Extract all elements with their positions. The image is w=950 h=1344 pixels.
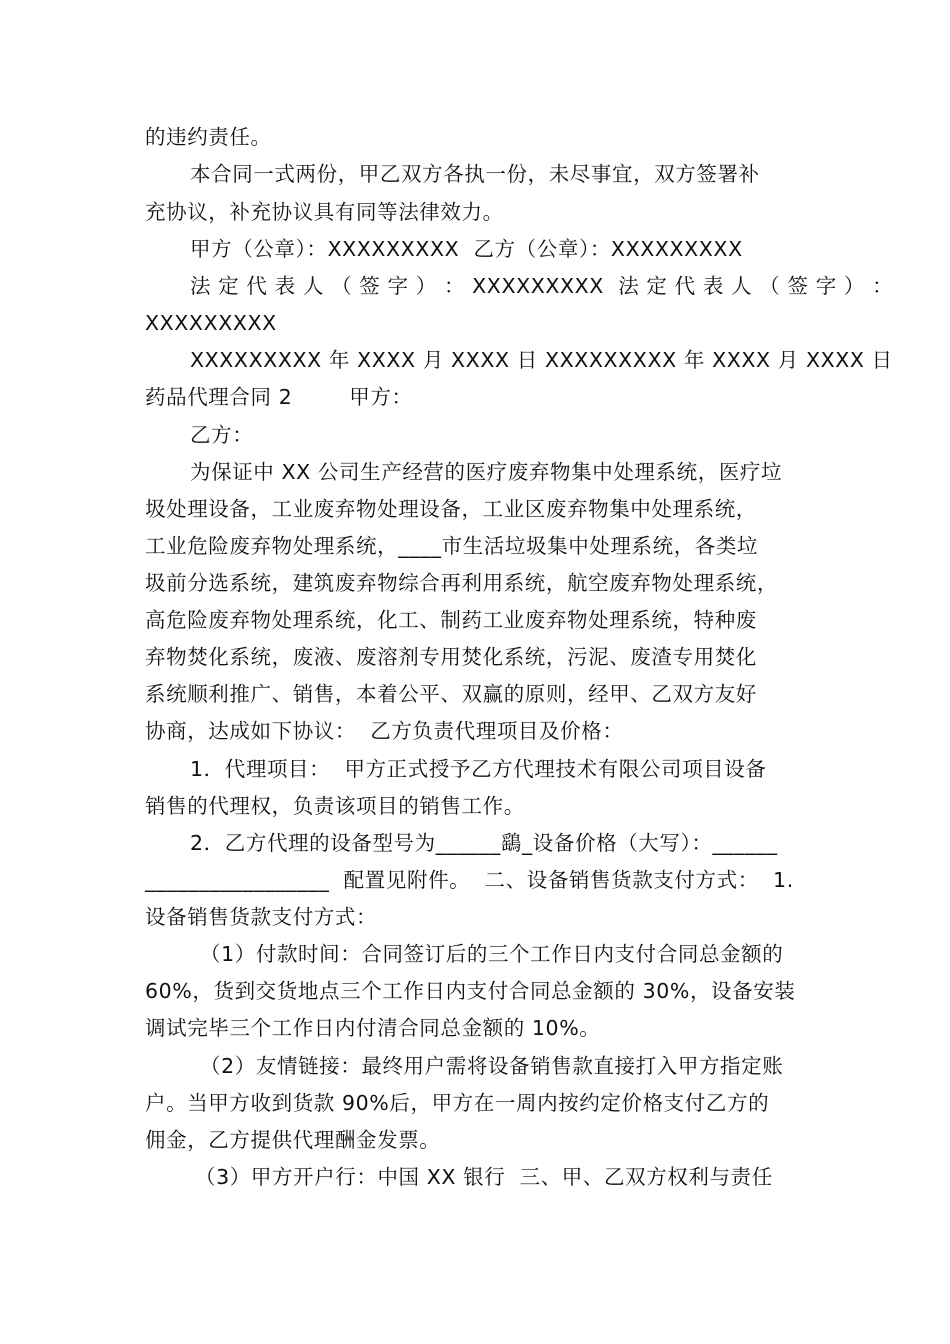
- text-line: 充协议，补充协议具有同等法律效力。: [145, 200, 504, 224]
- text-line: 设备销售货款支付方式：: [145, 905, 378, 929]
- text-line: 户。当甲方收到货款 90%后，甲方在一周内按约定价格支付乙方的: [145, 1091, 770, 1115]
- text-line: 圾前分选系统，建筑废弃物综合再利用系统，航空废弃物处理系统，: [145, 571, 778, 595]
- signature-line: XXXXXXXXX: [145, 311, 277, 335]
- text-line: 1．代理项目： 甲方正式授予乙方代理技术有限公司项目设备: [190, 757, 767, 781]
- text-line: （2）友情链接：最终用户需将设备销售款直接打入甲方指定账: [200, 1054, 784, 1078]
- text-line: 的违约责任。: [145, 125, 272, 149]
- text-line: 系统顺利推广、销售，本着公平、双赢的原则，经甲、乙双方友好: [145, 682, 757, 706]
- text-line: _________________ 配置见附件。 二、设备销售货款支付方式： 1.: [145, 868, 794, 892]
- text-line: 协商，达成如下协议： 乙方负责代理项目及价格：: [145, 719, 624, 743]
- date-line: XXXXXXXXX 年 XXXX 月 XXXX 日 XXXXXXXXX 年 XXXX 月 XXXX 日: [190, 348, 893, 372]
- text-line: 60%，货到交货地点三个工作日内支付合同总金额的 30%，设备安装: [145, 979, 796, 1003]
- text-line: 调试完毕三个工作日内付清合同总金额的 10%。: [145, 1016, 601, 1040]
- signature-line: 法 定 代 表 人 （ 签 字 ） ： XXXXXXXXX 法 定 代 表 人 （ 签 字 ） ：: [190, 274, 894, 298]
- text-line: 弃物焚化系统，废液、废溶剂专用焚化系统，污泥、废渣专用焚化: [145, 645, 757, 669]
- text-line: 销售的代理权，负责该项目的销售工作。: [145, 794, 525, 818]
- text-line: （1）付款时间：合同签订后的三个工作日内支付合同总金额的: [200, 942, 784, 966]
- text-line: （3）甲方开户行：中国 XX 银行 三、甲、乙双方权利与责任: [195, 1165, 773, 1189]
- text-line: 高危险废弃物处理系统，化工、制药工业废弃物处理系统，特种废: [145, 608, 757, 632]
- text-line: 圾处理设备，工业废弃物处理设备，工业区废弃物集中处理系统，: [145, 497, 757, 521]
- text-line: 佣金，乙方提供代理酬金发票。: [145, 1128, 441, 1152]
- text-line: 乙方：: [190, 423, 254, 447]
- text-line: 2．乙方代理的设备型号为______鷂_设备价格（大写）：______: [190, 831, 778, 855]
- text-line: 本合同一式两份，甲乙双方各执一份，未尽事宜，双方签署补: [190, 162, 760, 186]
- text-line: 为保证中 XX 公司生产经营的医疗废弃物集中处理系统，医疗垃: [190, 460, 783, 484]
- text-line: 工业危险废弃物处理系统，____市生活垃圾集中处理系统，各类垃: [145, 534, 759, 558]
- signature-line: 甲方（公章）：XXXXXXXXX 乙方（公章）：XXXXXXXXX: [190, 237, 743, 261]
- section-title: 药品代理合同 2 甲方：: [145, 385, 413, 409]
